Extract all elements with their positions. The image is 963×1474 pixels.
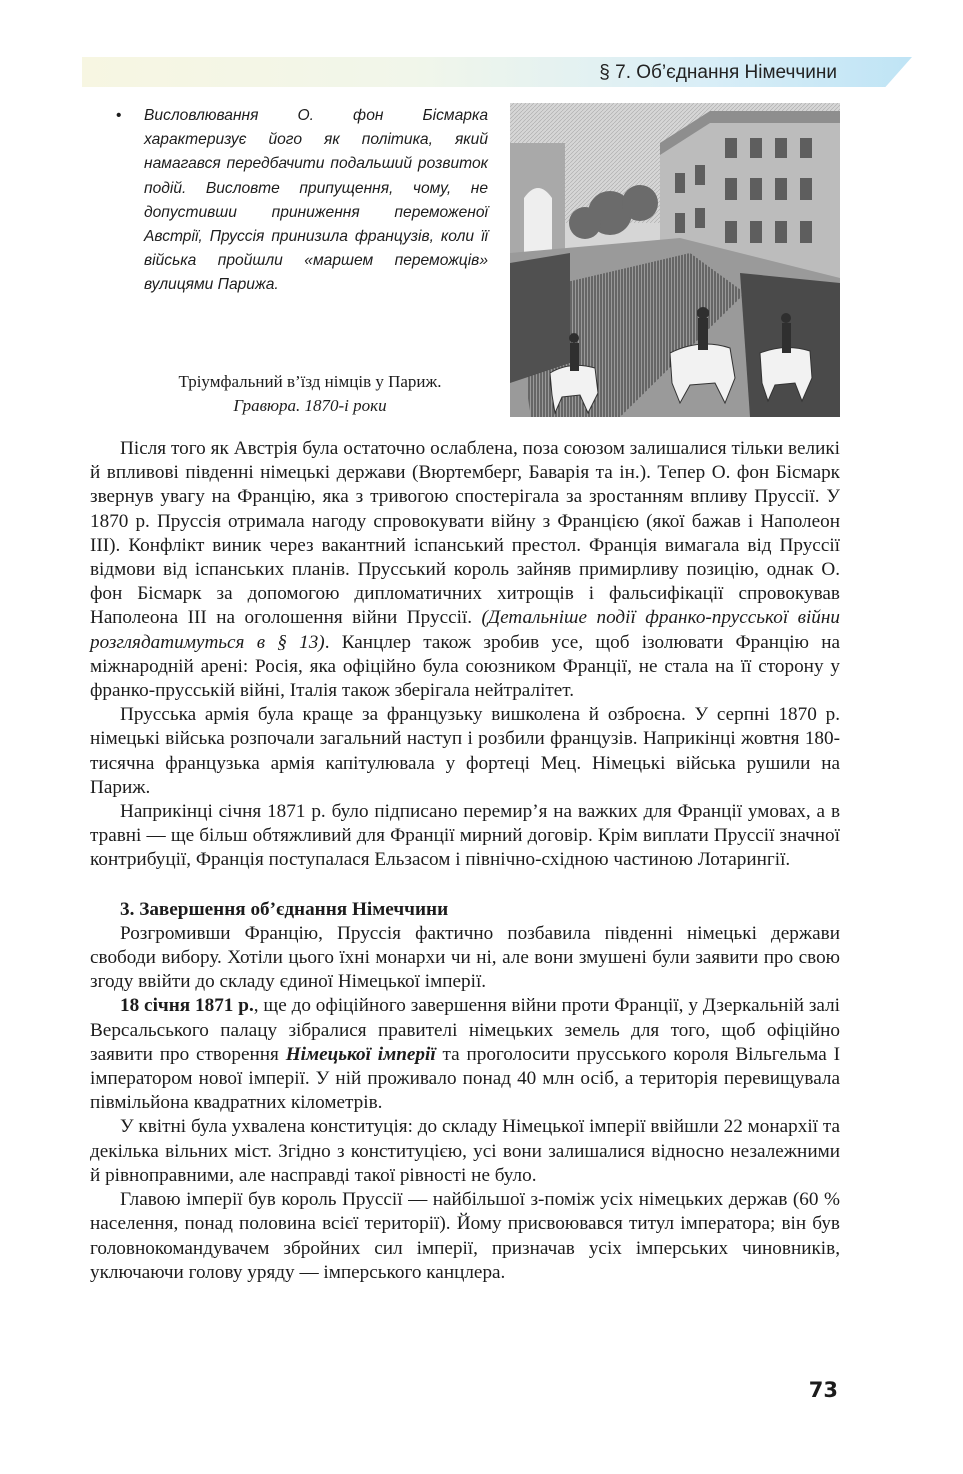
figure-caption — [140, 370, 480, 418]
discussion-task — [118, 104, 488, 298]
key-date: 18 січня 1871 р. — [120, 995, 254, 1017]
caption-source: Гравюра. 1870-і роки — [233, 396, 387, 415]
engraving-illustration — [510, 103, 840, 417]
paragraph: Прусська армія була краще за французьку вишколена й озброєна. У серпні 1870 р. німецькі війська розпочали загальний наступ і розбили французів. Наприкінці жовтня 180-тисячна французька армія капітулювала у фортеці Мец. Німецькі війська рушили на Париж. — [90, 704, 840, 798]
section-header-title: § 7. Об’єднання Німеччини — [599, 62, 837, 83]
paragraph: Главою імперії був король Пруссії — найбільшої з-поміж усіх німецьких держав (60 % населення, понад половина всієї території). Йому присвоювався титул імператора; він був головнокомандувачем збройних сил імперії, призначав усіх імперських чиновників, уключаючи голову уряду — імперського канцлера. — [90, 1189, 840, 1283]
paragraph: У квітні була ухвалена конституція: до складу Німецької імперії ввійшли 22 монархії та декілька вільних міст. Згідно з конституцією, усі вони залишалися відносно незалежними й рівноправними, але насправді такої рівності не було. — [90, 1116, 840, 1186]
paragraph: Після того як Австрія була остаточно ослаблена, поза союзом залишалися тільки великі й впливові південні німецькі держави (Вюртемберг, Баварія та ін.). Тепер О. фон Бісмарк звернув увагу на Францію, яка з тривогою спостерігала за зростанням впливу Пруссії. У 1870 р. Пруссія отримала нагоду спровокувати війну з Францією (якої бажав і Наполеон III). Конфлікт виник через вакантний іспанський престол. Франція вимагала від Пруссії відмови від іспанських планів. Прусський король зайняв примирливу позицію, однак О. фон Бісмарк за допомогою дипломатичних хитрощів і фальсифікації спровокував Наполеона III на оголошення війни Пруссії. (Детальніше події франко-прусської війни розглядатимуться в § 13). Канцлер також зробив усе, щоб ізолювати Францію на міжнародній арені: Росія, яка офіційно була союзником Франції, не стала на її сторону у франко-прусській війні, Італія також зберігала нейтралітет. — [90, 438, 841, 702]
caption-title: Тріумфальний в’їзд німців у Париж. — [178, 372, 442, 391]
cross-reference: (Детальніше події франко-прусської війни розглядатимуться в § 13) — [90, 607, 841, 653]
section-heading: 3. Завершення об’єднання Німеччини — [120, 898, 449, 920]
key-term: Німецької імперії — [285, 1043, 436, 1065]
page-number: 73 — [808, 1378, 838, 1402]
paragraph: Наприкінці січня 1871 р. було підписано перемир’я на важких для Франції умовах, а в травні — ще більш обтяжливий для Франції мирний договір. Крім виплати Пруссії значної контрибуції, Франція поступалася Ельзасом і північно-східною частиною Лотарингії. — [90, 801, 840, 871]
paragraph: 18 січня 1871 р., ще до офіційного завершення війни проти Франції, у Дзеркальній залі Версальського палацу зібралися правителі німецьких земель для того, щоб офіційно заявити про створення Німецької імперії та проголосити прусського короля Вільгельма I імператором нової імперії. У ній проживало понад 40 млн осіб, а територія перевищувала півмільйона квадратних кілометрів. — [90, 995, 840, 1114]
paragraph: Розгромивши Францію, Пруссія фактично позбавила південні німецькі держави свободи вибору. Хотіли цього їхні монархи чи ні, але вони змушені були заявити про свою згоду ввійти до складу єдиної Німецької імперії. — [90, 922, 840, 993]
main-text — [90, 437, 840, 1285]
task-text: Висловлювання О. фон Бісмарка характеризує його як політика, який намагався передбачити подальший розвиток подій. Висловте припущення, чому, не допустивши приниження переможеної Австрії, Пруссія принизила французів, коли її війська пройшли «маршем переможців» вулицями Парижа. — [144, 107, 488, 294]
bullet-marker: • — [116, 107, 122, 124]
